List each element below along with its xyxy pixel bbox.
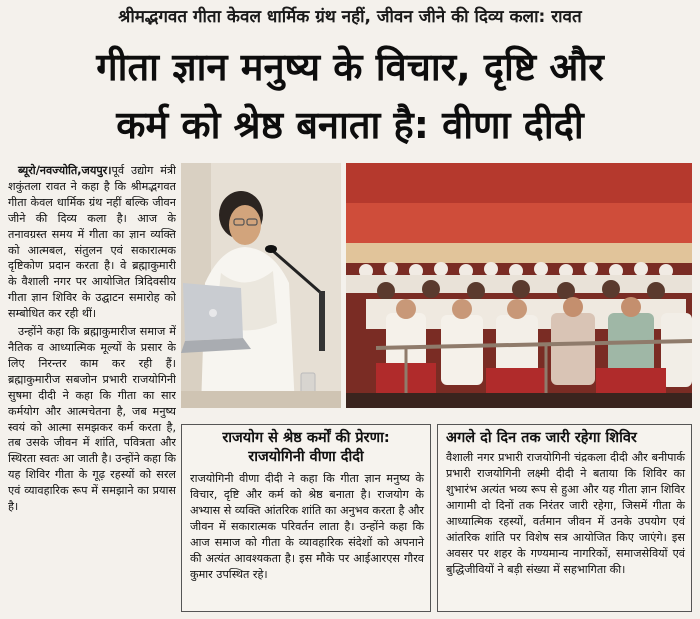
kicker-headline: श्रीमद्भगवत गीता केवल धार्मिक ग्रंथ नहीं, जीवन जीने की दिव्य कला: रावत bbox=[118, 7, 582, 27]
box-title-line-1: राजयोग से श्रेष्ठ कर्मों की प्रेरणा: bbox=[222, 430, 390, 446]
box-title bbox=[182, 425, 430, 469]
byline: ब्यूरो/नवज्योति,जयपुर। bbox=[18, 164, 112, 177]
article-paragraph bbox=[8, 163, 176, 322]
box-title-line-2: राजयोगिनी वीणा दीदी bbox=[248, 449, 364, 465]
box-text: राजयोगिनी वीणा दीदी ने कहा कि गीता ज्ञान मनुष्य के विचार, दृष्टि और कर्म को श्रेष्ठ बनाता है। राजयोग के अभ्यास से व्यक्ति आंतरिक शांति का अनुभव करता है और जीवन में सकारात्मक परिवर्तन लाता है। उन्होंने कहा कि आज समाज को गीता के व्यावहारिक संदेशों को अपनाने की अत्यंत आवश्यकता है। इस मौके पर आईआरएस गौरव कुमार उपस्थित रहे। bbox=[190, 472, 424, 581]
sidebar-box-shivir bbox=[437, 424, 692, 612]
sidebar-box-rajyog bbox=[181, 424, 431, 612]
audience-photo bbox=[346, 163, 692, 408]
headline-line-2: कर्म को श्रेष्ठ बनाता है: वीणा दीदी bbox=[116, 103, 584, 147]
audience-photo-illustration bbox=[346, 163, 692, 408]
main-headline bbox=[8, 38, 692, 154]
article-paragraph-1: पूर्व उद्योग मंत्री शकुंतला रावत ने कहा है कि श्रीमद्भगवत गीता केवल धार्मिक ग्रंथ नहीं बल्कि जीवन जीने की दिव्य कला है। आज के तनावग्रस्त समय में गीता का ज्ञान व्यक्ति को आत्मबल, संतुलन एवं सकारात्मक दृष्टिकोण प्रदान करता है। वे ब्रह्माकुमारी के वैशाली नगर पर आयोजित त्रिदिवसीय गीता ज्ञान शिविर के उद्घाटन समारोह को सम्बोधित कर रही थीं। bbox=[8, 164, 176, 321]
article-column bbox=[8, 163, 176, 615]
article-paragraph-2: उन्होंने कहा कि ब्रह्माकुमारीज समाज में नैतिक व आध्यात्मिक मूल्यों के प्रसार के लिए निरन्तर काम कर रही हैं। ब्रह्माकुमारीज सबजोन प्रभारी राजयोगिनी सुषमा दीदी ने कहा कि गीता का सार कर्मयोग और आत्मचेतना है, जब मनुष्य स्वयं को आत्मा समझकर कर्म करता है, तब उसके जीवन में शांति, पवित्रता और स्थिरता स्वतः आ जाती है। उन्होंने कहा कि यह शिविर गीता के गूढ़ रहस्यों को सरल एवं व्यावहारिक रूप में समझाने का प्रयास है। bbox=[8, 325, 176, 514]
speaker-photo-illustration bbox=[181, 163, 341, 408]
headline-line-1: गीता ज्ञान मनुष्य के विचार, दृष्टि और bbox=[96, 45, 604, 89]
box-text: वैशाली नगर प्रभारी राजयोगिनी चंद्रकला दीदी और बनीपार्क प्रभारी राजयोगिनी लक्ष्मी दीदी ने बताया कि शिविर का शुभारंभ अत्यंत भव्य रूप से हुआ और यह गीता ज्ञान शिविर आगामी दो दिनों तक निरंतर जारी रहेगा, जिसमें गीता के आध्यात्मिक रहस्यों, वर्तमान जीवन में उनके उपयोग एवं आंतरिक शांति पर विशेष सत्र आयोजित किए जाएंगे। इस अवसर पर शहर के गण्यमान्य नागरिकों, समाजसेवियों एवं बुद्धिजीवियों ने बड़ी संख्या में सहभागिता की। bbox=[446, 451, 685, 576]
speaker-photo bbox=[181, 163, 341, 408]
box-title: अगले दो दिन तक जारी रहेगा शिविर bbox=[446, 430, 637, 446]
